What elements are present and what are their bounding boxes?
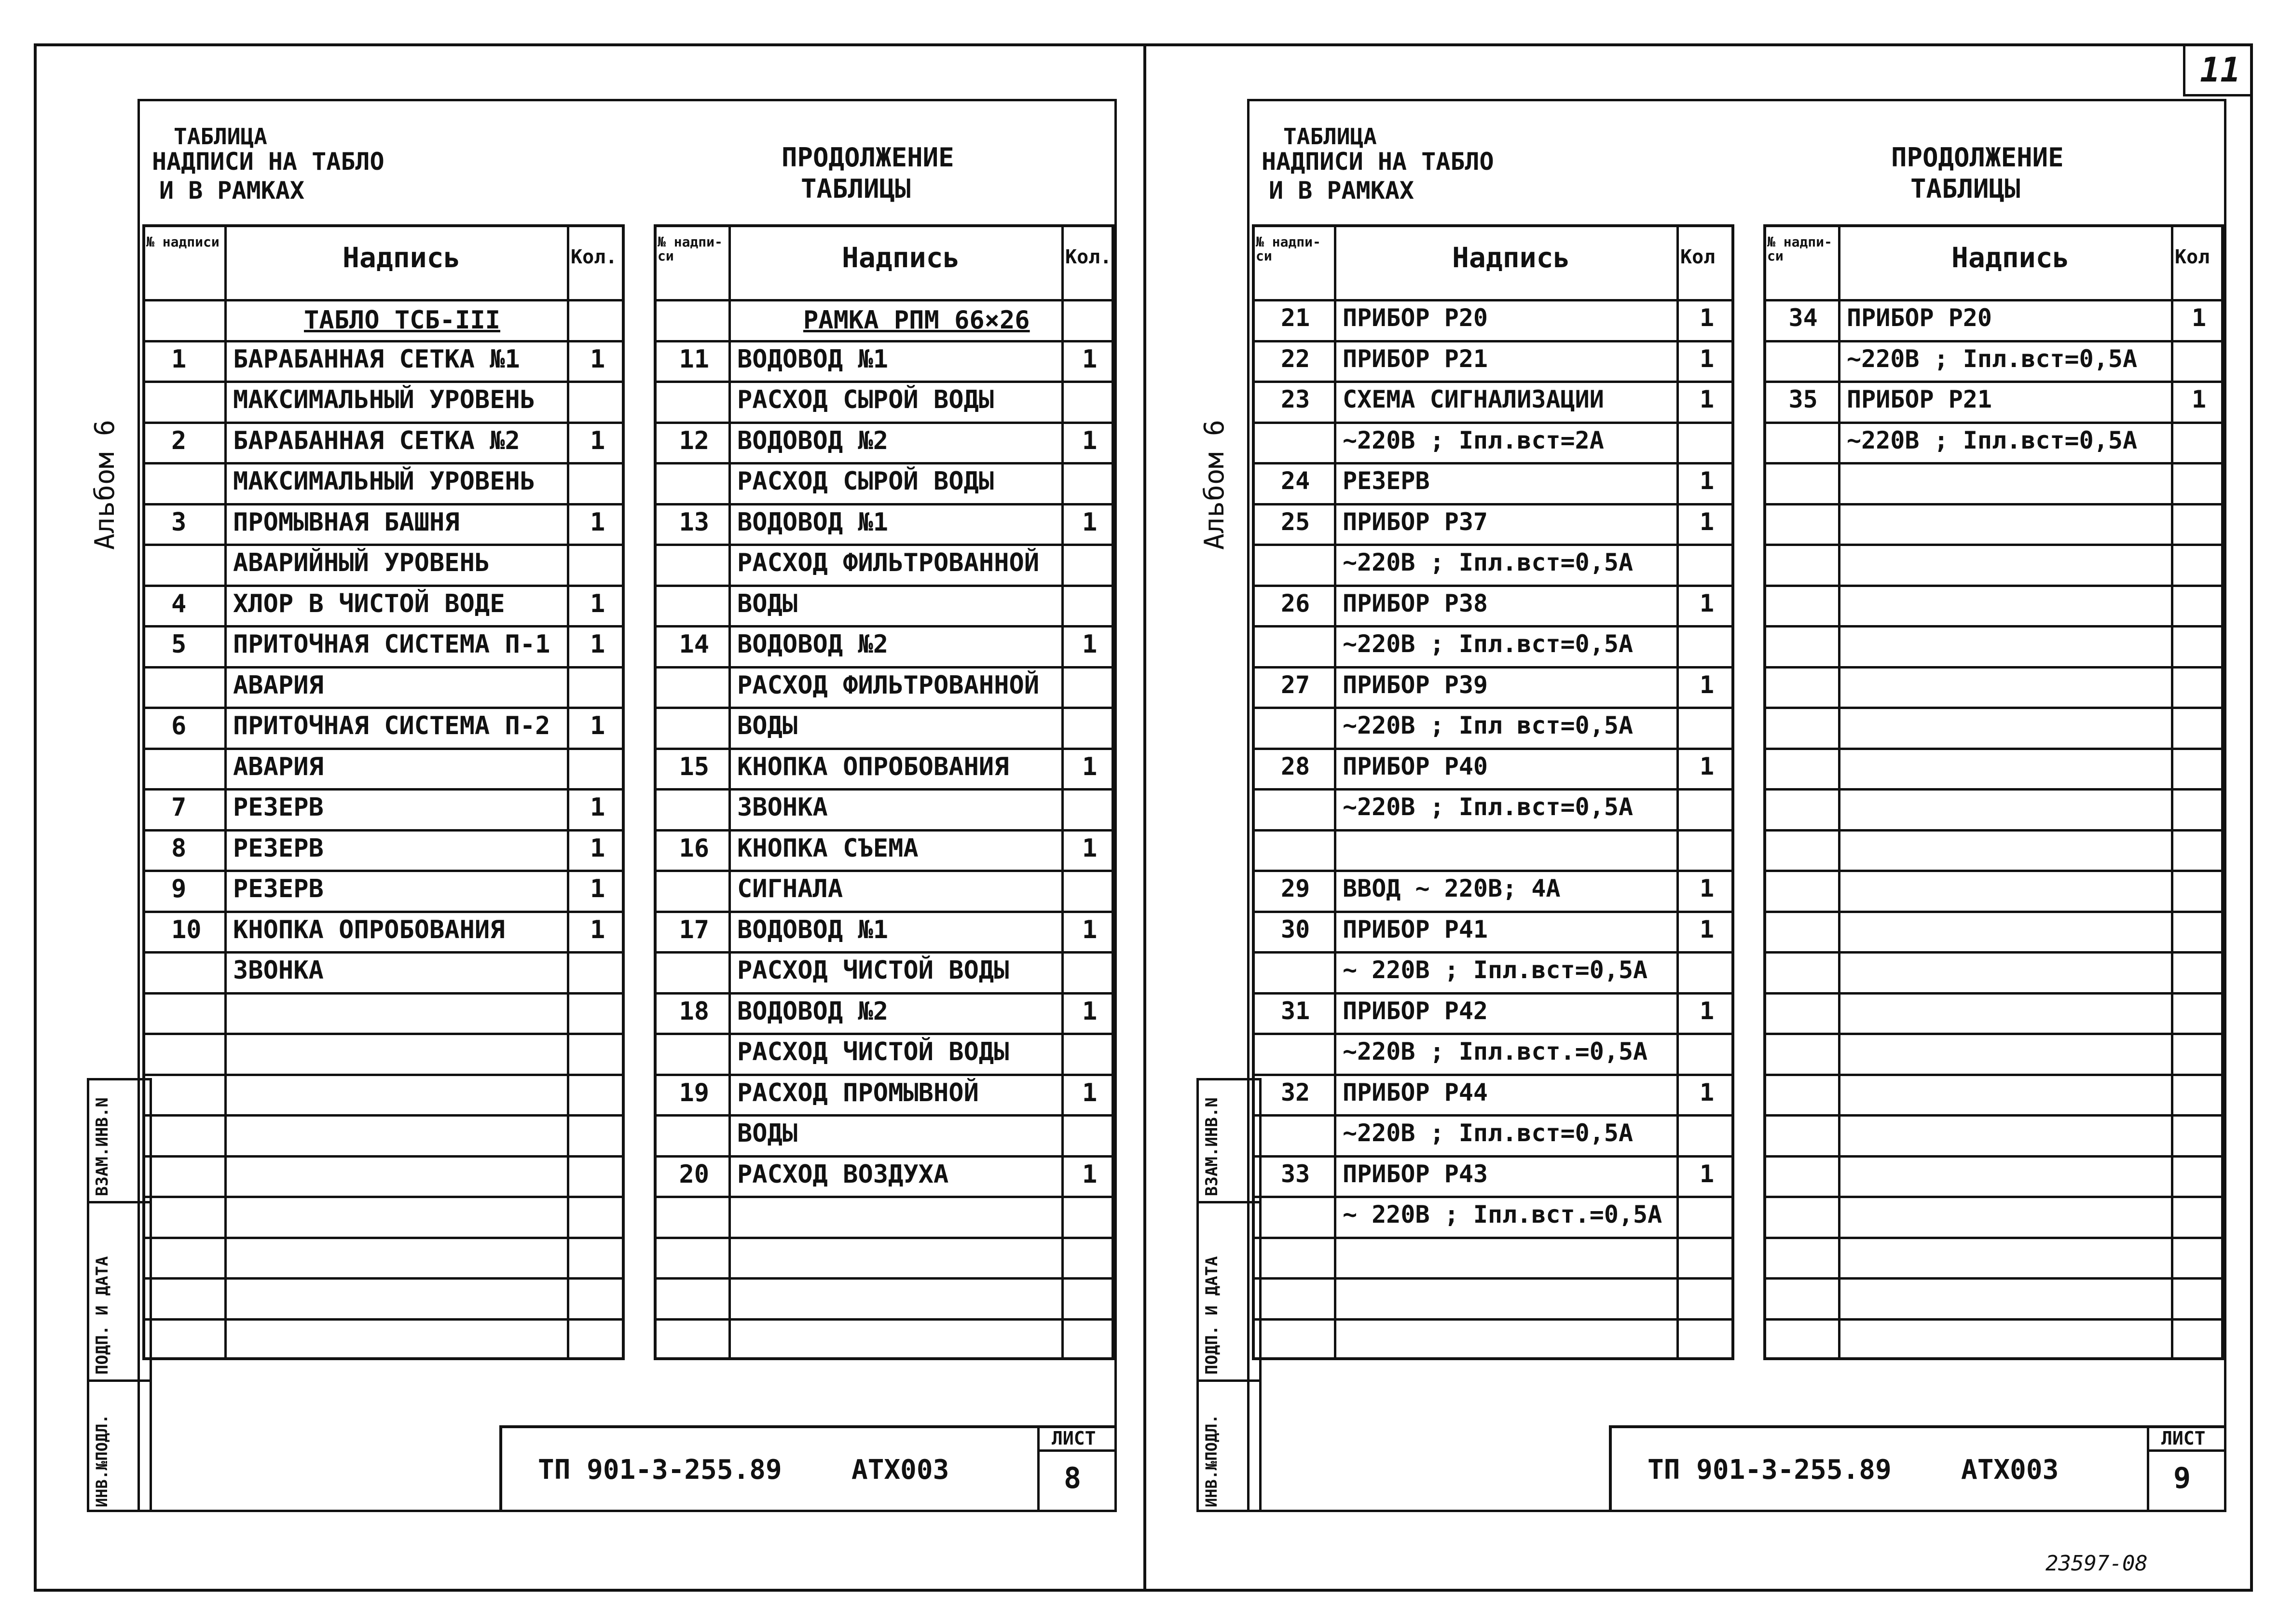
drawing-right-rule	[2224, 99, 2226, 1512]
row-num: 9	[171, 874, 187, 903]
row-qty: 1	[1700, 1160, 1715, 1188]
row-text: ~ 220В ; Iпл.вст=0,5А	[1343, 956, 1648, 984]
table-row	[1763, 299, 2224, 340]
row-text: ПРОМЫВНАЯ БАШНЯ	[233, 507, 460, 537]
row-num: 24	[1281, 467, 1310, 495]
row-num: 18	[679, 996, 710, 1026]
row-rule	[1763, 666, 2224, 669]
sheet-number: 11	[2200, 50, 2241, 90]
row-rule	[1763, 870, 2224, 872]
row-text: АВАРИЯ	[233, 670, 324, 700]
table-row	[654, 788, 1114, 829]
margin-rule	[87, 1201, 150, 1203]
row-rule	[1763, 585, 2224, 587]
stamp-sheet-number: 8	[1064, 1461, 1082, 1495]
stamp-rule	[1037, 1425, 1040, 1510]
row-num: 13	[679, 507, 710, 537]
margin-rule	[87, 1078, 150, 1080]
stamp-doc-number: ТП 901-3-255.89	[1647, 1454, 1892, 1486]
row-num: 21	[1281, 304, 1310, 332]
row-text: БАРАБАННАЯ СЕТКА №1	[233, 344, 520, 374]
row-rule	[1252, 1318, 1734, 1321]
row-text: ПРИБОР Р40	[1343, 752, 1488, 780]
row-qty: 1	[1700, 507, 1715, 536]
row-text: АВАРИЙНЫЙ УРОВЕНЬ	[233, 548, 490, 577]
table-row	[1252, 748, 1734, 789]
row-qty: 1	[590, 589, 605, 618]
header-qty: Кол	[2175, 246, 2210, 268]
row-text: СХЕМА СИГНАЛИЗАЦИИ	[1343, 385, 1604, 413]
drawing-top-rule	[137, 99, 1114, 101]
margin-rule	[87, 1078, 89, 1510]
row-rule	[1763, 544, 2224, 546]
row-num: 26	[1281, 589, 1310, 617]
row-text: ВОДОВОД №1	[737, 344, 889, 374]
row-qty: 1	[1700, 996, 1715, 1025]
row-num: 34	[1788, 304, 1818, 332]
margin-vzam: ВЗАМ.ИНВ.N	[1202, 1097, 1222, 1196]
continuation-2: ТАБЛИЦЫ	[801, 174, 911, 204]
row-qty: 1	[1082, 915, 1098, 944]
row-num: 31	[1281, 996, 1310, 1025]
row-text: ~220В ; Iпл.вст=0,5А	[1343, 630, 1634, 658]
margin-rule	[1196, 1078, 1199, 1510]
row-text: ПРИТОЧНАЯ СИСТЕМА П-1	[233, 630, 550, 659]
row-rule	[1763, 788, 2224, 791]
album-label: Альбом 6	[89, 420, 121, 550]
row-text: ПРИБОР Р43	[1343, 1160, 1488, 1188]
header-text: Надпись	[343, 241, 461, 274]
stamp-sheet-label: ЛИСТ	[1052, 1428, 1096, 1449]
row-text: РАСХОД ВОЗДУХА	[737, 1160, 949, 1189]
header-num: № надпи-си	[1256, 234, 1321, 264]
continuation-1: ПРОДОЛЖЕНИЕ	[1891, 142, 2064, 173]
row-rule	[1763, 911, 2224, 913]
bottom-code: 23597-08	[2046, 1551, 2148, 1576]
table-row	[1252, 911, 1734, 952]
row-qty: 1	[590, 711, 605, 740]
table-subtitle-2: И В РАМКАХ	[159, 177, 305, 205]
table-row	[1252, 1074, 1734, 1115]
table-row	[142, 951, 625, 992]
stamp-sheet-label: ЛИСТ	[2161, 1428, 2206, 1449]
row-text: ПРИБОР Р38	[1343, 589, 1488, 617]
row-rule	[654, 1237, 1114, 1239]
row-rule	[142, 992, 625, 995]
header-text: Надпись	[842, 241, 960, 274]
row-text: МАКСИМАЛЬНЫЙ УРОВЕНЬ	[233, 467, 535, 496]
table-subtitle-2: И В РАМКАХ	[1269, 177, 1414, 205]
row-text: КНОПКА ОПРОБОВАНИЯ	[233, 915, 505, 944]
row-text: ПРИБОР Р42	[1343, 996, 1488, 1025]
row-text: РЕЗЕРВ	[233, 793, 324, 822]
row-text: ПРИБОР Р44	[1343, 1078, 1488, 1106]
row-num: 15	[679, 752, 710, 781]
row-rule	[142, 1318, 625, 1321]
margin-podp: ПОДП. И ДАТА	[93, 1256, 112, 1375]
table-row	[1252, 1155, 1734, 1196]
table-row	[142, 748, 625, 789]
row-rule	[654, 1196, 1114, 1198]
row-num: 1	[171, 344, 187, 374]
row-rule	[142, 1196, 625, 1198]
row-num: 20	[679, 1160, 710, 1189]
table-row	[1252, 340, 1734, 381]
row-qty: 1	[1700, 670, 1715, 699]
row-qty: 1	[1082, 344, 1098, 374]
row-qty: 1	[590, 793, 605, 822]
row-text: ПРИБОР Р37	[1343, 507, 1488, 536]
row-rule	[1763, 1318, 2224, 1321]
row-num: 17	[679, 915, 710, 944]
row-rule	[1252, 1277, 1734, 1280]
row-rule	[1763, 503, 2224, 505]
row-qty: 1	[590, 833, 605, 863]
row-rule	[1252, 1237, 1734, 1239]
margin-rule	[1196, 1379, 1259, 1382]
continuation-2: ТАБЛИЦЫ	[1910, 174, 2020, 204]
row-text: ВОДОВОД №1	[737, 915, 889, 944]
table-row	[1252, 829, 1734, 870]
table-row	[142, 788, 625, 829]
row-qty: 1	[590, 507, 605, 537]
row-qty: 1	[1700, 385, 1715, 413]
row-num: 27	[1281, 670, 1310, 699]
row-num: 3	[171, 507, 187, 537]
row-text: ХЛОР В ЧИСТОЙ ВОДЕ	[233, 589, 505, 618]
header-num: № надпи-си	[658, 234, 723, 264]
row-num: 30	[1281, 915, 1310, 943]
row-rule	[1763, 829, 2224, 832]
header-qty: Кол.	[1065, 246, 1112, 268]
row-num: 4	[171, 589, 187, 618]
row-num: 11	[679, 344, 710, 374]
row-text: ~ 220В ; Iпл.вст.=0,5А	[1343, 1201, 1662, 1228]
row-qty: 1	[1700, 467, 1715, 495]
header-text: Надпись	[1452, 241, 1570, 274]
row-text: РЕЗЕРВ	[233, 833, 324, 863]
table-row	[142, 870, 625, 911]
row-text: РАСХОД ФИЛЬТРОВАННОЙ	[737, 548, 1040, 577]
table-row	[1252, 585, 1734, 626]
table-row	[1252, 462, 1734, 503]
table-subtitle-1: НАДПИСИ НА ТАБЛО	[152, 148, 384, 176]
row-qty: 1	[1082, 752, 1098, 781]
row-qty: 1	[590, 426, 605, 455]
margin-rule	[1196, 1201, 1259, 1203]
row-text: РЕЗЕРВ	[1343, 467, 1430, 495]
row-text: РЕЗЕРВ	[233, 874, 324, 903]
row-num: 28	[1281, 752, 1310, 780]
row-qty: 1	[590, 874, 605, 903]
row-text: БАРАБАННАЯ СЕТКА №2	[233, 426, 520, 455]
row-rule	[1763, 992, 2224, 995]
stamp-doc-number: ТП 901-3-255.89	[538, 1454, 782, 1486]
stamp-rule	[1037, 1449, 1114, 1452]
group-title: РАМКА РПМ 66×26	[803, 306, 1030, 335]
row-text: ~220В ; Iпл.вст=0,5А	[1343, 1119, 1634, 1147]
page-divider	[1143, 43, 1146, 1592]
table-row	[1252, 503, 1734, 544]
row-qty: 1	[590, 344, 605, 374]
row-rule	[142, 1237, 625, 1239]
margin-rule	[1196, 1078, 1259, 1080]
table-row	[1252, 299, 1734, 340]
row-num: 22	[1281, 344, 1310, 373]
table-label: ТАБЛИЦА	[174, 123, 267, 150]
drawing-bottom-rule	[87, 1510, 1114, 1512]
row-text: ~220В ; Iпл.вст.=0,5А	[1343, 1037, 1648, 1065]
row-text: ВОДОВОД №1	[737, 507, 889, 537]
table-row	[654, 585, 1114, 626]
row-text: ПРИБОР Р21	[1847, 385, 1992, 413]
row-text: ПРИБОР Р20	[1847, 304, 1992, 332]
row-text: ЗВОНКА	[737, 793, 828, 822]
row-text: ВОДЫ	[737, 1119, 798, 1148]
row-text: РАСХОД ПРОМЫВНОЙ	[737, 1078, 979, 1107]
row-qty: 1	[1700, 752, 1715, 780]
row-qty: 1	[1700, 1078, 1715, 1106]
row-qty: 1	[1700, 304, 1715, 332]
row-num: 25	[1281, 507, 1310, 536]
stamp-rule	[2147, 1449, 2224, 1452]
row-text: КНОПКА СЪЕМА	[737, 833, 919, 863]
row-rule	[142, 1277, 625, 1280]
row-text: РАСХОД СЫРОЙ ВОДЫ	[737, 385, 994, 414]
row-num: 2	[171, 426, 187, 455]
row-rule	[654, 1277, 1114, 1280]
header-qty: Кол.	[571, 246, 618, 268]
row-rule	[1763, 1277, 2224, 1280]
row-qty: 1	[1082, 833, 1098, 863]
row-num: 7	[171, 793, 187, 822]
row-text: СИГНАЛА	[737, 874, 843, 903]
table-label: ТАБЛИЦА	[1283, 123, 1377, 150]
row-qty: 1	[2192, 304, 2207, 332]
drawing-left-rule	[137, 99, 140, 1512]
table-row	[142, 666, 625, 707]
row-text: ВОДЫ	[737, 711, 798, 740]
table-row	[142, 829, 625, 870]
row-text: МАКСИМАЛЬНЫЙ УРОВЕНЬ	[233, 385, 535, 414]
row-qty: 1	[1082, 1078, 1098, 1107]
row-rule	[1763, 951, 2224, 954]
row-rule	[1763, 625, 2224, 628]
header-rule	[142, 299, 625, 301]
row-num: 35	[1788, 385, 1818, 413]
row-rule	[142, 1074, 625, 1076]
stamp-rule	[2147, 1425, 2149, 1510]
header-num: № надпи-си	[1767, 234, 1832, 264]
row-num: 29	[1281, 874, 1310, 902]
header-qty: Кол	[1680, 246, 1716, 268]
row-rule	[1763, 1074, 2224, 1076]
row-text: РАСХОД ЧИСТОЙ ВОДЫ	[737, 956, 1009, 985]
table-row	[654, 1114, 1114, 1155]
row-rule	[654, 1318, 1114, 1321]
row-qty: 1	[1082, 1160, 1098, 1189]
row-num: 19	[679, 1078, 710, 1107]
header-num: № надписи	[146, 234, 220, 250]
row-qty: 1	[1082, 426, 1098, 455]
row-rule	[142, 1033, 625, 1035]
row-text: ПРИБОР Р41	[1343, 915, 1488, 943]
row-qty: 1	[2192, 385, 2207, 413]
row-text: ~220В ; Iпл.вст=0,5А	[1343, 793, 1634, 821]
row-num: 14	[679, 630, 710, 659]
row-rule	[1763, 707, 2224, 709]
drawing-top-rule	[1247, 99, 2224, 101]
row-rule	[142, 1155, 625, 1158]
header-text: Надпись	[1951, 241, 2070, 274]
row-qty: 1	[1700, 874, 1715, 902]
row-text: КНОПКА ОПРОБОВАНИЯ	[737, 752, 1009, 781]
table-row	[654, 707, 1114, 748]
row-rule	[142, 1114, 625, 1117]
row-qty: 1	[1082, 630, 1098, 659]
row-text: РАСХОД СЫРОЙ ВОДЫ	[737, 467, 994, 496]
row-num: 12	[679, 426, 710, 455]
row-num: 10	[171, 915, 202, 944]
row-rule	[1763, 1155, 2224, 1158]
table-subtitle-1: НАДПИСИ НА ТАБЛО	[1262, 148, 1494, 176]
row-text: РАСХОД ФИЛЬТРОВАННОЙ	[737, 670, 1040, 700]
drawing-left-rule	[1247, 99, 1249, 1512]
row-text: ВОДОВОД №2	[737, 996, 889, 1026]
row-qty: 1	[590, 915, 605, 944]
row-num: 33	[1281, 1160, 1310, 1188]
stamp-code: АТХ003	[1961, 1454, 2059, 1486]
row-qty: 1	[1700, 915, 1715, 943]
header-rule	[654, 299, 1114, 301]
table-row	[1763, 381, 2224, 422]
row-text: ПРИТОЧНАЯ СИСТЕМА П-2	[233, 711, 550, 740]
row-text: АВАРИЯ	[233, 752, 324, 781]
group-title: ТАБЛО ТСБ-III	[304, 306, 500, 335]
row-text: ВОДОВОД №2	[737, 630, 889, 659]
row-num: 6	[171, 711, 187, 740]
row-text: ПРИБОР Р20	[1343, 304, 1488, 332]
row-num: 5	[171, 630, 187, 659]
table-row	[654, 870, 1114, 911]
row-num: 8	[171, 833, 187, 863]
row-text: ~220В ; Iпл.вст=0,5А	[1847, 344, 2138, 373]
drawing-right-rule	[1114, 99, 1117, 1512]
row-text: РАСХОД ЧИСТОЙ ВОДЫ	[737, 1037, 1009, 1066]
row-qty: 1	[1700, 344, 1715, 373]
row-num: 16	[679, 833, 710, 863]
row-num: 23	[1281, 385, 1310, 413]
margin-inv: ИНВ.№ПОДЛ.	[93, 1414, 111, 1507]
row-qty: 1	[590, 630, 605, 659]
row-text: ~220В ; Iпл.вст=0,5А	[1343, 548, 1634, 576]
row-qty: 1	[1082, 996, 1098, 1026]
margin-rule	[87, 1379, 150, 1382]
row-text: ~220В ; Iпл.вст=0,5А	[1847, 426, 2138, 454]
margin-vzam: ВЗАМ.ИНВ.N	[93, 1097, 112, 1196]
continuation-1: ПРОДОЛЖЕНИЕ	[782, 142, 954, 173]
row-text: ВОДОВОД №2	[737, 426, 889, 455]
row-num: 32	[1281, 1078, 1310, 1106]
row-rule	[1763, 462, 2224, 464]
row-text: ЗВОНКА	[233, 956, 324, 985]
stamp-sheet-number: 9	[2173, 1461, 2191, 1495]
stamp-code: АТХ003	[851, 1454, 949, 1486]
row-text: ~220В ; Iпл.вст=2А	[1343, 426, 1604, 454]
row-text: ВВОД ~ 220В; 4А	[1343, 874, 1561, 902]
row-rule	[1763, 1114, 2224, 1117]
row-text: ~220В ; Iпл вст=0,5А	[1343, 711, 1634, 739]
margin-inv: ИНВ.№ПОДЛ.	[1202, 1414, 1221, 1507]
row-text: ПРИБОР Р21	[1343, 344, 1488, 373]
row-rule	[1763, 748, 2224, 750]
table-row	[1252, 992, 1734, 1033]
row-rule	[1763, 1033, 2224, 1035]
margin-podp: ПОДП. И ДАТА	[1202, 1256, 1222, 1375]
row-text: ВОДЫ	[737, 589, 798, 618]
row-rule	[1763, 1237, 2224, 1239]
drawing-bottom-rule	[1196, 1510, 2224, 1512]
row-qty: 1	[1700, 589, 1715, 617]
row-text: ПРИБОР Р39	[1343, 670, 1488, 699]
table-row	[1252, 666, 1734, 707]
row-rule	[1763, 1196, 2224, 1198]
row-qty: 1	[1082, 507, 1098, 537]
album-label: Альбом 6	[1199, 420, 1230, 550]
